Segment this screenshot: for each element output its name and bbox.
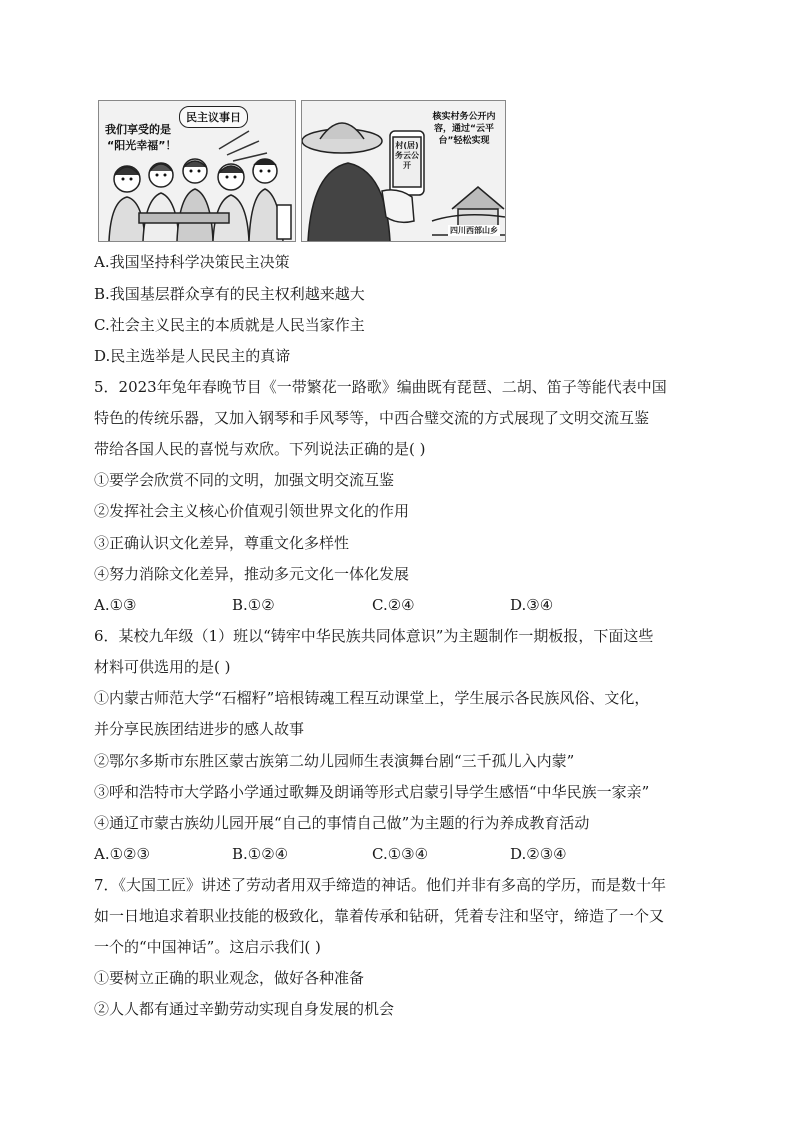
place-label: 四川西部山乡 <box>450 226 498 235</box>
q6-stem-line1: 6．某校九年级（1）班以“铸牢中华民族共同体意识”为主题制作一期板报，下面这些 <box>94 627 654 645</box>
q6-choice-d: D.②③④ <box>510 845 567 863</box>
q6-stem-line2: 材料可供选用的是( ) <box>94 658 231 676</box>
cartoon-illustration <box>98 100 504 240</box>
q4-option-c: C.社会主义民主的本质就是人民当家作主 <box>94 316 365 334</box>
q4-option-b: B.我国基层群众享有的民主权利越来越大 <box>94 285 365 303</box>
q5-choice-b: B.①② <box>232 596 275 614</box>
q6-item-2: ②鄂尔多斯市东胜区蒙古族第二幼儿园师生表演舞台剧“三千孤儿入内蒙” <box>94 752 575 770</box>
cartoon-right-caption: 核实村务公开内容，通过“云平台”轻松实现 <box>432 112 496 146</box>
q4-option-a: A.我国坚持科学决策民主决策 <box>94 253 290 271</box>
cartoon-right-panel <box>301 100 506 242</box>
q6-choice-a: A.①②③ <box>94 845 150 863</box>
q5-item-4: ④努力消除文化差异，推动多元文化一体化发展 <box>94 565 410 583</box>
q5-stem-line3: 带给各国人民的喜悦与欢欣。下列说法正确的是( ) <box>94 440 426 458</box>
q5-choice-d: D.③④ <box>510 596 554 614</box>
q5-stem-line2: 特色的传统乐器，又加入钢琴和手风琴等，中西合璧交流的方式展现了文明交流互鉴 <box>94 409 650 427</box>
q5-stem-line1: 5．2023年兔年春晚节目《一带繁花一路歌》编曲既有琵琶、二胡、笛子等能代表中国 <box>94 378 667 396</box>
q7-stem-line1: 7．《大国工匠》讲述了劳动者用双手缔造的神话。他们并非有多高的学历，而是数十年 <box>94 876 667 894</box>
q5-choice-a: A.①③ <box>94 596 137 614</box>
q7-item-1: ①要树立正确的职业观念，做好各种准备 <box>94 969 365 987</box>
q6-choice-c: C.①③④ <box>372 845 429 863</box>
q6-choice-b: B.①②④ <box>232 845 289 863</box>
q7-item-2: ②人人都有通过辛勤劳动实现自身发展的机会 <box>94 1000 395 1018</box>
q5-choice-c: C.②④ <box>372 596 415 614</box>
q5-item-1: ①要学会欣赏不同的文明，加强文明交流互鉴 <box>94 471 395 489</box>
q6-item-1-cont: 并分享民族团结进步的感人故事 <box>94 720 305 738</box>
q5-item-3: ③正确认识文化差异，尊重文化多样性 <box>94 534 350 552</box>
cartoon-left-caption-line1: 我们享受的是 <box>105 123 171 136</box>
q4-option-d: D.民主选举是人民民主的真谛 <box>94 347 291 365</box>
q6-item-3: ③呼和浩特市大学路小学通过歌舞及朗诵等形式启蒙引导学生感悟“中华民族一家亲” <box>94 783 650 801</box>
cartoon-left-panel <box>98 100 296 242</box>
q7-stem-line2: 如一日地追求着职业技能的极致化，靠着传承和钻研，凭着专注和坚守，缔造了一个又 <box>94 907 665 925</box>
meeting-day-sign: 民主议事日 <box>179 106 248 128</box>
q6-item-1: ①内蒙古师范大学“石榴籽”培根铸魂工程互动课堂上，学生展示各民族风俗、文化， <box>94 689 650 707</box>
q7-stem-line3: 一个的“中国神话”。这启示我们( ) <box>94 938 321 956</box>
q6-item-4: ④通辽市蒙古族幼儿园开展“自己的事情自己做”为主题的行为养成教育活动 <box>94 814 590 832</box>
phone-screen-text: 村(居)务云公开 <box>395 141 419 170</box>
cartoon-left-caption-line2: “阳光幸福”！ <box>107 139 177 152</box>
q5-item-2: ②发挥社会主义核心价值观引领世界文化的作用 <box>94 502 410 520</box>
